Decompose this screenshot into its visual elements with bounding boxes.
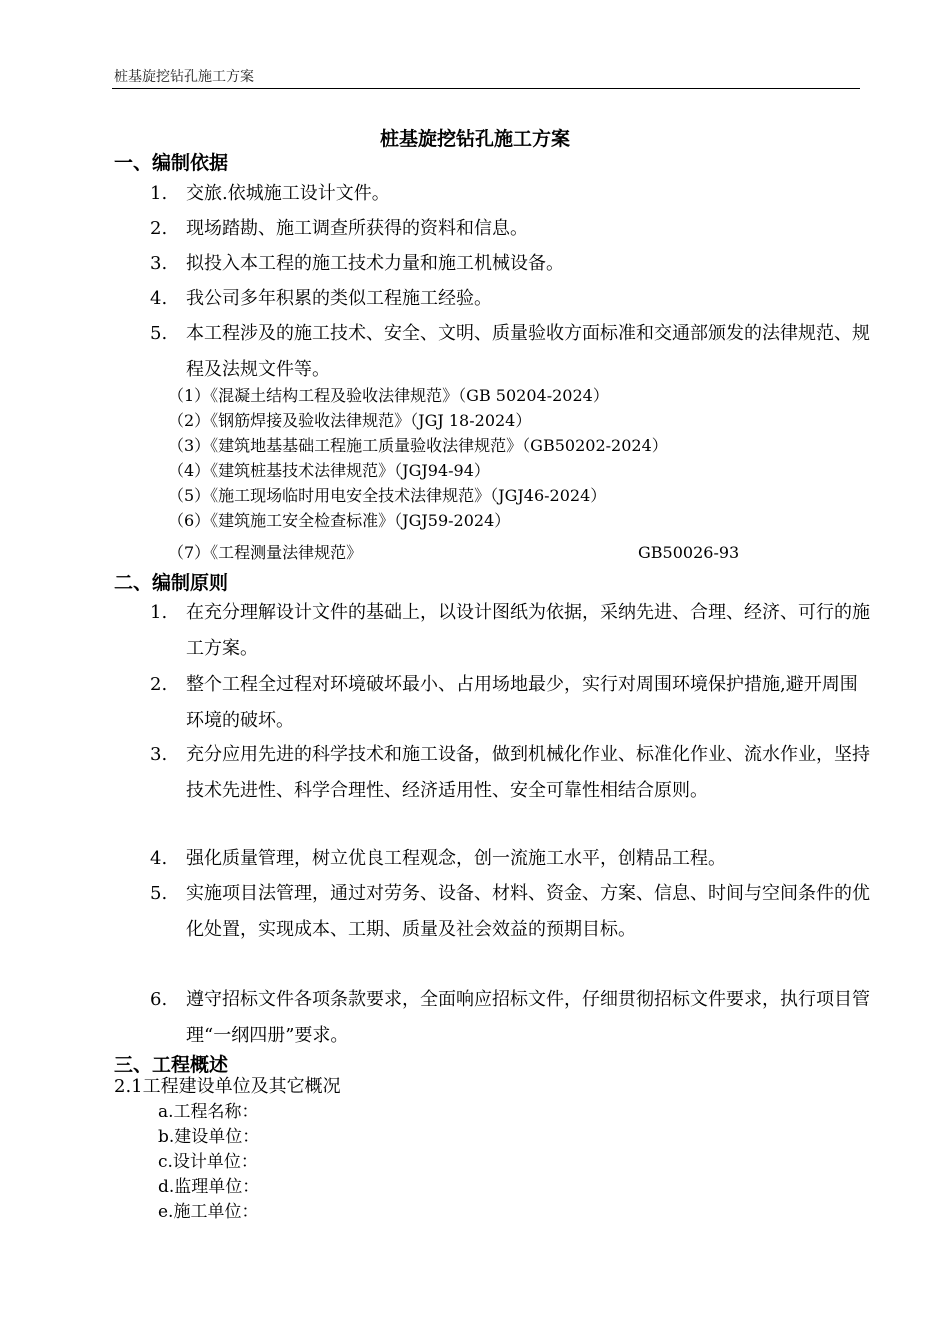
- section-heading-basis: 一、编制依据: [114, 152, 229, 174]
- list-item-number: 2.: [150, 674, 168, 695]
- document-title: 桩基旋挖钻孔施工方案: [379, 128, 570, 150]
- reference-standard: （7）《工程测量法律规范》: [168, 543, 363, 562]
- list-item: [150, 667, 870, 739]
- list-item-text: 交旅.依城施工设计文件。: [186, 183, 390, 204]
- list-item-text: 我公司多年积累的类似工程施工经验。: [186, 288, 492, 309]
- list-item-number: 3.: [150, 744, 168, 765]
- reference-standard: （6）《建筑施工安全检查标准》（JGJ59-2024）: [168, 511, 511, 530]
- list-item: [150, 211, 870, 247]
- reference-standard: （1）《混凝土结构工程及验收法律规范》（GB 50204-2024）: [168, 386, 609, 405]
- page-header-text: 桩基旋挖钻孔施工方案: [114, 69, 254, 85]
- list-item-number: 1.: [150, 602, 168, 623]
- list-item-text: 遵守招标文件各项条款要求，全面响应招标文件，仔细贯彻招标文件要求，执行项目管理“一纲四册”要求。: [186, 989, 870, 1046]
- field-label: a.工程名称：: [158, 1102, 259, 1122]
- list-item-number: 3.: [150, 253, 168, 274]
- reference-standard: （5）《施工现场临时用电安全技术法律规范》（JGJ46-2024）: [168, 486, 607, 505]
- list-item-number: 6.: [150, 989, 168, 1010]
- list-item-number: 4.: [150, 288, 168, 309]
- section-heading-principles: 二、编制原则: [114, 572, 229, 594]
- list-item-number: 1.: [150, 183, 168, 204]
- field-label: d.监理单位：: [158, 1177, 260, 1197]
- list-item-number: 5.: [150, 323, 168, 344]
- list-item: [150, 982, 870, 1054]
- list-item-number: 4.: [150, 848, 168, 869]
- list-item-text: 实施项目法管理，通过对劳务、设备、材料、资金、方案、信息、时间与空间条件的优化处置，实现成本、工期、质量及社会效益的预期目标。: [186, 883, 870, 940]
- field-label: b.建设单位：: [158, 1127, 260, 1147]
- list-item-text: 现场踏勘、施工调查所获得的资料和信息。: [186, 218, 528, 239]
- list-item: [150, 246, 870, 282]
- list-item-number: 5.: [150, 883, 168, 904]
- list-item: [150, 876, 870, 948]
- list-item-text: 强化质量管理，树立优良工程观念，创一流施工水平，创精品工程。: [186, 848, 726, 869]
- list-item: [150, 737, 870, 809]
- reference-standard-code: GB50026-93: [638, 543, 740, 562]
- reference-standard: （4）《建筑桩基技术法律规范》（JGJ94-94）: [168, 461, 490, 480]
- reference-standard: （3）《建筑地基基础工程施工质量验收法律规范》（GB50202-2024）: [168, 436, 668, 455]
- list-item: [150, 316, 870, 388]
- reference-standard: （2）《钢筋焊接及验收法律规范》（JGJ 18-2024）: [168, 411, 532, 430]
- header-divider: [112, 88, 860, 89]
- list-item: [150, 176, 870, 212]
- list-item-text: 整个工程全过程对环境破坏最小、占用场地最少，实行对周围环境保护措施,避开周围环境的破坏。: [186, 674, 858, 731]
- list-item: [150, 595, 870, 667]
- list-item: [150, 281, 870, 317]
- list-item-text: 充分应用先进的科学技术和施工设备，做到机械化作业、标准化作业、流水作业，坚持技术先进性、科学合理性、经济适用性、安全可靠性相结合原则。: [186, 744, 870, 801]
- section-heading-overview: 三、工程概述: [114, 1054, 229, 1076]
- field-label: c.设计单位：: [158, 1152, 258, 1172]
- field-label: e.施工单位：: [158, 1202, 259, 1222]
- list-item: [150, 841, 870, 877]
- list-item-text: 拟投入本工程的施工技术力量和施工机械设备。: [186, 253, 564, 274]
- subsection-heading: 2.1工程建设单位及其它概况: [114, 1076, 341, 1097]
- list-item-number: 2.: [150, 218, 168, 239]
- list-item-text: 在充分理解设计文件的基础上，以设计图纸为依据，采纳先进、合理、经济、可行的施工方案。: [186, 602, 870, 659]
- list-item-text: 本工程涉及的施工技术、安全、文明、质量验收方面标准和交通部颁发的法律规范、规程及法规文件等。: [186, 323, 870, 380]
